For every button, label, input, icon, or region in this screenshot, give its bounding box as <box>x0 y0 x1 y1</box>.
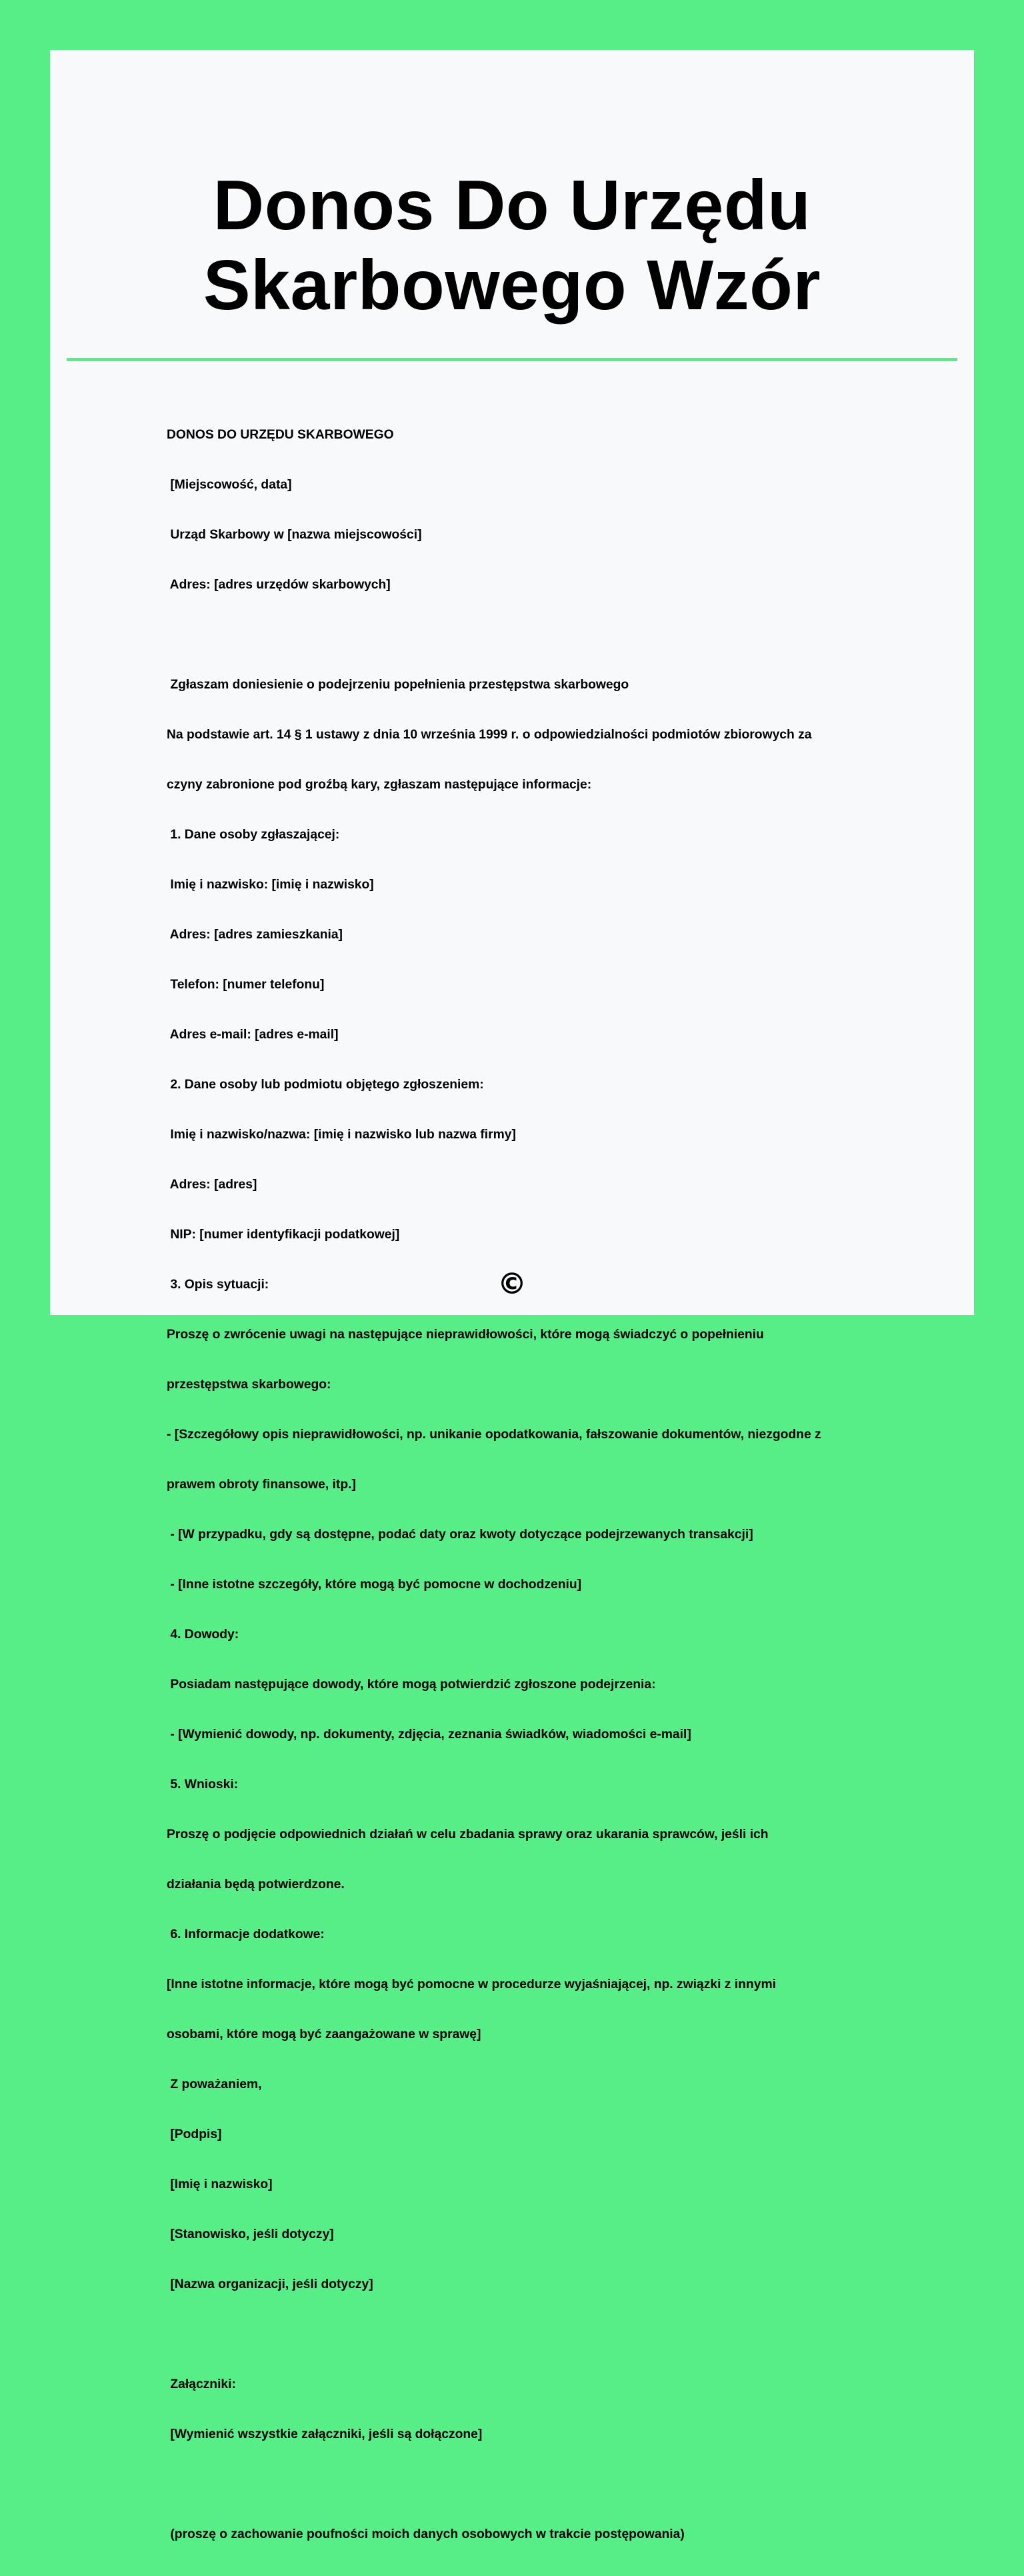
document-line: DONOS DO URZĘDU SKARBOWEGO <box>167 428 394 442</box>
document-line: działania będą potwierdzone. <box>167 1878 345 1892</box>
document-line: Posiadam następujące dowody, które mogą potwierdzić zgłoszone podejrzenia: <box>167 1678 656 1692</box>
document-line: Proszę o podjęcie odpowiednich działań w celu zbadania sprawy oraz ukarania sprawców, jeśli ich <box>167 1828 769 1842</box>
title-line-1: Donos Do Urzędu <box>213 166 811 245</box>
title-line-2: Skarbowego Wzór <box>203 246 821 325</box>
document-line: prawem obroty finansowe, itp.] <box>167 1478 356 1492</box>
document-line: - [Inne istotne szczegóły, które mogą być pomocne w dochodzeniu] <box>167 1578 582 1592</box>
document-line: [Podpis] <box>167 2127 222 2141</box>
document-line: Zgłaszam doniesienie o podejrzeniu popełnienia przestępstwa skarbowego <box>167 678 629 692</box>
document-line: 3. Opis sytuacji: <box>167 1278 269 1292</box>
document-line: - [Wymienić dowody, np. dokumenty, zdjęcia, zeznania świadków, wiadomości e-mail] <box>167 1728 691 1742</box>
document-line: 5. Wnioski: <box>167 1778 239 1792</box>
document-line: 4. Dowody: <box>167 1628 239 1642</box>
document-line: (proszę o zachowanie poufności moich danych osobowych w trakcie postępowania) <box>167 2527 685 2541</box>
document-line: [Inne istotne informacje, które mogą być pomocne w procedurze wyjaśniającej, np. związki z innymi <box>167 1977 776 1991</box>
copyright-icon: © <box>497 1267 527 1301</box>
document-line: Adres: [adres] <box>167 1178 257 1192</box>
document-line: Urząd Skarbowy w [nazwa miejscowości] <box>167 528 422 542</box>
document-line: przestępstwa skarbowego: <box>167 1378 331 1392</box>
document-line: NIP: [numer identyfikacji podatkowej] <box>167 1228 400 1242</box>
document-line: Załączniki: <box>167 2377 236 2391</box>
document-line: Adres: [adres zamieszkania] <box>167 928 343 942</box>
document-line <box>167 2326 913 2343</box>
document-line: osobami, które mogą być zaangażowane w sprawę] <box>167 2027 481 2041</box>
document-line: [Nazwa organizacji, jeśli dotyczy] <box>167 2277 373 2291</box>
document-line: Na podstawie art. 14 § 1 ustawy z dnia 10 września 1999 r. o odpowiedzialności podmiotów zbiorowych za <box>167 728 812 742</box>
document-line: 2. Dane osoby lub podmiotu objętego zgłoszeniem: <box>167 1078 484 1092</box>
page-title <box>50 165 974 325</box>
document-line: Proszę o zwrócenie uwagi na następujące nieprawidłowości, które mogą świadczyć o popełnieniu <box>167 1328 764 1342</box>
document-line: Z poważaniem, <box>167 2077 262 2091</box>
document-line: czyny zabronione pod groźbą kary, zgłaszam następujące informacje: <box>167 778 592 792</box>
document-line: 6. Informacje dodatkowe: <box>167 1928 325 1941</box>
document-line: [Stanowisko, jeśli dotyczy] <box>167 2227 334 2241</box>
document-line: 1. Dane osoby zgłaszającej: <box>167 828 340 842</box>
document-page <box>50 50 974 2541</box>
document-line <box>167 627 913 643</box>
document-line <box>167 2476 913 2493</box>
document-line: Imię i nazwisko/nazwa: [imię i nazwisko lub nazwa firmy] <box>167 1128 516 1142</box>
document-line: [Wymienić wszystkie załączniki, jeśli są dołączone] <box>167 2427 483 2441</box>
document-line: Adres: [adres urzędów skarbowych] <box>167 578 391 592</box>
document-line: Telefon: [numer telefonu] <box>167 978 325 992</box>
document-line: - [Szczegółowy opis nieprawidłowości, np. unikanie opodatkowania, fałszowanie dokumentów, niezgodne z <box>167 1428 821 1442</box>
document-line: - [W przypadku, gdy są dostępne, podać daty oraz kwoty dotyczące podejrzewanych transakcji] <box>167 1528 753 1542</box>
document-line: [Miejscowość, data] <box>167 478 292 492</box>
document-line: Adres e-mail: [adres e-mail] <box>167 1028 339 1042</box>
title-divider <box>67 358 957 361</box>
document-body <box>167 393 913 2576</box>
document-line: [Imię i nazwisko] <box>167 2177 273 2191</box>
document-line: Imię i nazwisko: [imię i nazwisko] <box>167 878 374 892</box>
